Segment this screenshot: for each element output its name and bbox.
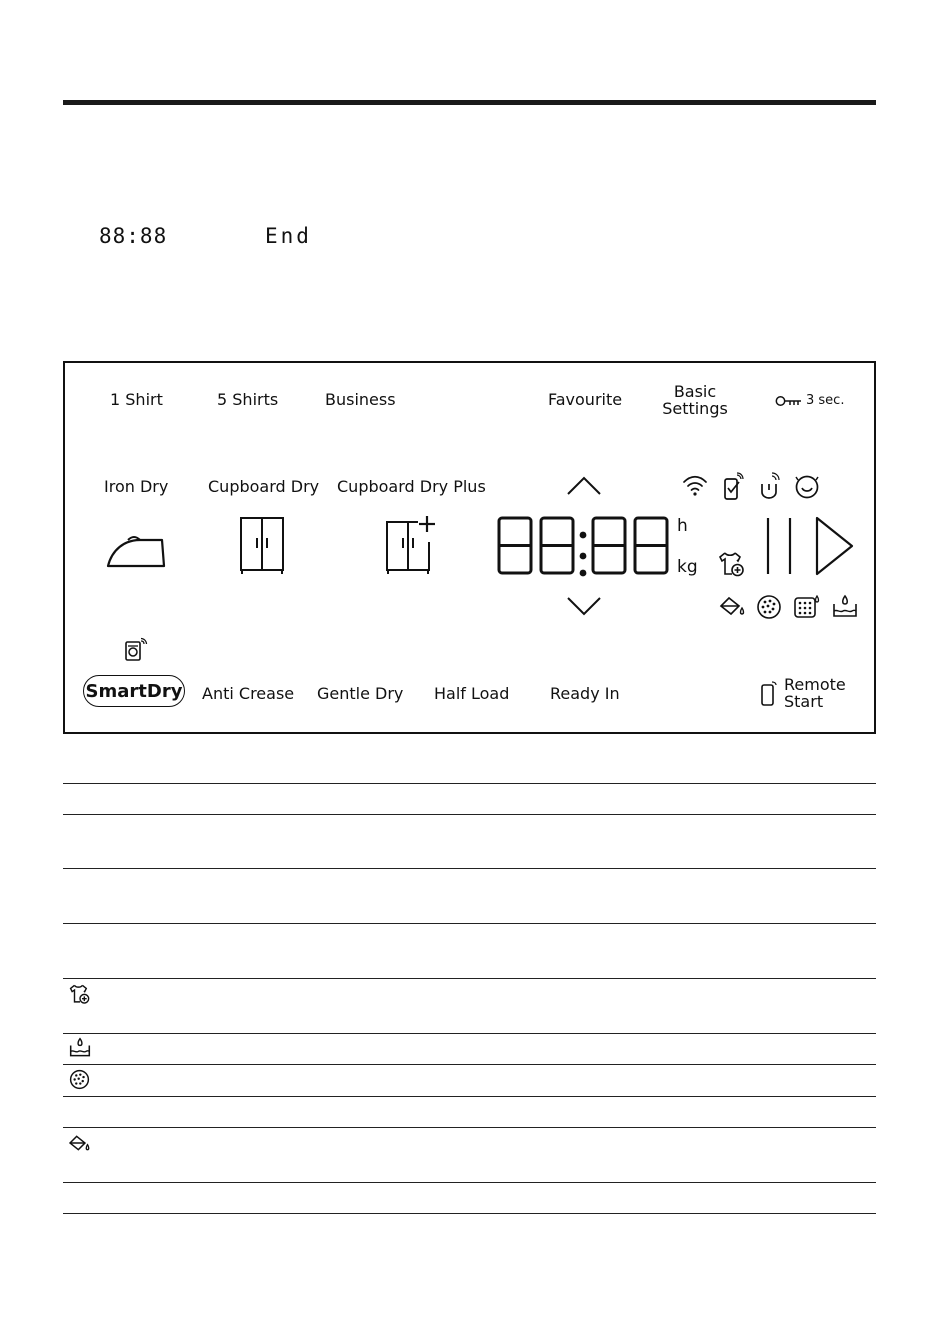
shirt-plus-icon <box>69 983 91 1005</box>
table-rule <box>63 1096 876 1097</box>
program-5-shirts-button[interactable]: 5 Shirts <box>217 390 279 409</box>
wifi-icon <box>682 474 708 498</box>
drum-remote-icon <box>124 638 148 662</box>
remote-start-button[interactable] <box>784 676 846 710</box>
table-rule <box>63 1213 876 1214</box>
child-lock-label[interactable]: 3 sec. <box>806 393 845 408</box>
hand-touch-icon <box>758 472 782 500</box>
basic-settings-line1: Basic <box>673 382 717 401</box>
table-rule <box>63 923 876 924</box>
favourite-button[interactable]: Favourite <box>548 390 623 409</box>
half-load-button[interactable]: Half Load <box>434 684 510 703</box>
main-segment-display <box>497 516 669 576</box>
table-rule <box>63 1127 876 1128</box>
cupboard-icon <box>238 516 286 576</box>
table-rule <box>63 978 876 979</box>
filter-round-icon <box>756 594 782 620</box>
empty-container-icon <box>719 594 747 618</box>
arrow-down-icon[interactable] <box>566 596 602 616</box>
play-icon[interactable] <box>814 516 856 576</box>
program-cupboard-dry-button[interactable]: Cupboard Dry <box>208 477 320 496</box>
smartdry-button[interactable]: SmartDry <box>83 675 185 707</box>
remote-start-line2: Start <box>784 692 824 711</box>
table-rule <box>63 1182 876 1183</box>
display-readout-default: 88:88 <box>99 224 168 248</box>
pause-icon[interactable] <box>762 516 796 576</box>
smiley-service-icon <box>794 474 820 500</box>
table-rule <box>63 868 876 869</box>
remote-start-line1: Remote <box>784 675 846 694</box>
water-tank-icon <box>69 1037 91 1059</box>
anti-crease-button[interactable]: Anti Crease <box>202 684 295 703</box>
program-cupboard-dry-plus-button[interactable]: Cupboard Dry Plus <box>337 477 486 496</box>
unit-hours-label: h <box>677 516 688 536</box>
program-1-shirt-button[interactable]: 1 Shirt <box>110 390 163 409</box>
filter-round-icon <box>69 1069 90 1090</box>
water-tank-icon <box>832 594 858 620</box>
table-rule <box>63 814 876 815</box>
unit-kg-label: kg <box>677 557 698 577</box>
filter-square-icon <box>793 594 821 620</box>
table-rule <box>63 1064 876 1065</box>
gentle-dry-button[interactable]: Gentle Dry <box>317 684 404 703</box>
arrow-up-icon[interactable] <box>566 476 602 496</box>
display-readout-end: End <box>265 224 312 248</box>
header-rule <box>63 100 876 105</box>
empty-container-icon <box>68 1133 92 1153</box>
table-rule <box>63 783 876 784</box>
program-business-button[interactable]: Business <box>325 390 396 409</box>
control-panel <box>63 361 876 734</box>
ready-in-button[interactable]: Ready In <box>550 684 620 703</box>
cupboard-plus-icon <box>384 512 440 576</box>
basic-settings-button[interactable] <box>655 383 735 417</box>
remote-phone-icon <box>722 473 744 501</box>
shirt-plus-icon <box>718 550 746 578</box>
key-lock-icon <box>775 395 803 407</box>
remote-start-icon <box>760 681 778 707</box>
basic-settings-line2: Settings <box>662 399 728 418</box>
table-rule <box>63 1033 876 1034</box>
program-iron-dry-button[interactable]: Iron Dry <box>104 477 169 496</box>
iron-icon <box>106 526 168 568</box>
